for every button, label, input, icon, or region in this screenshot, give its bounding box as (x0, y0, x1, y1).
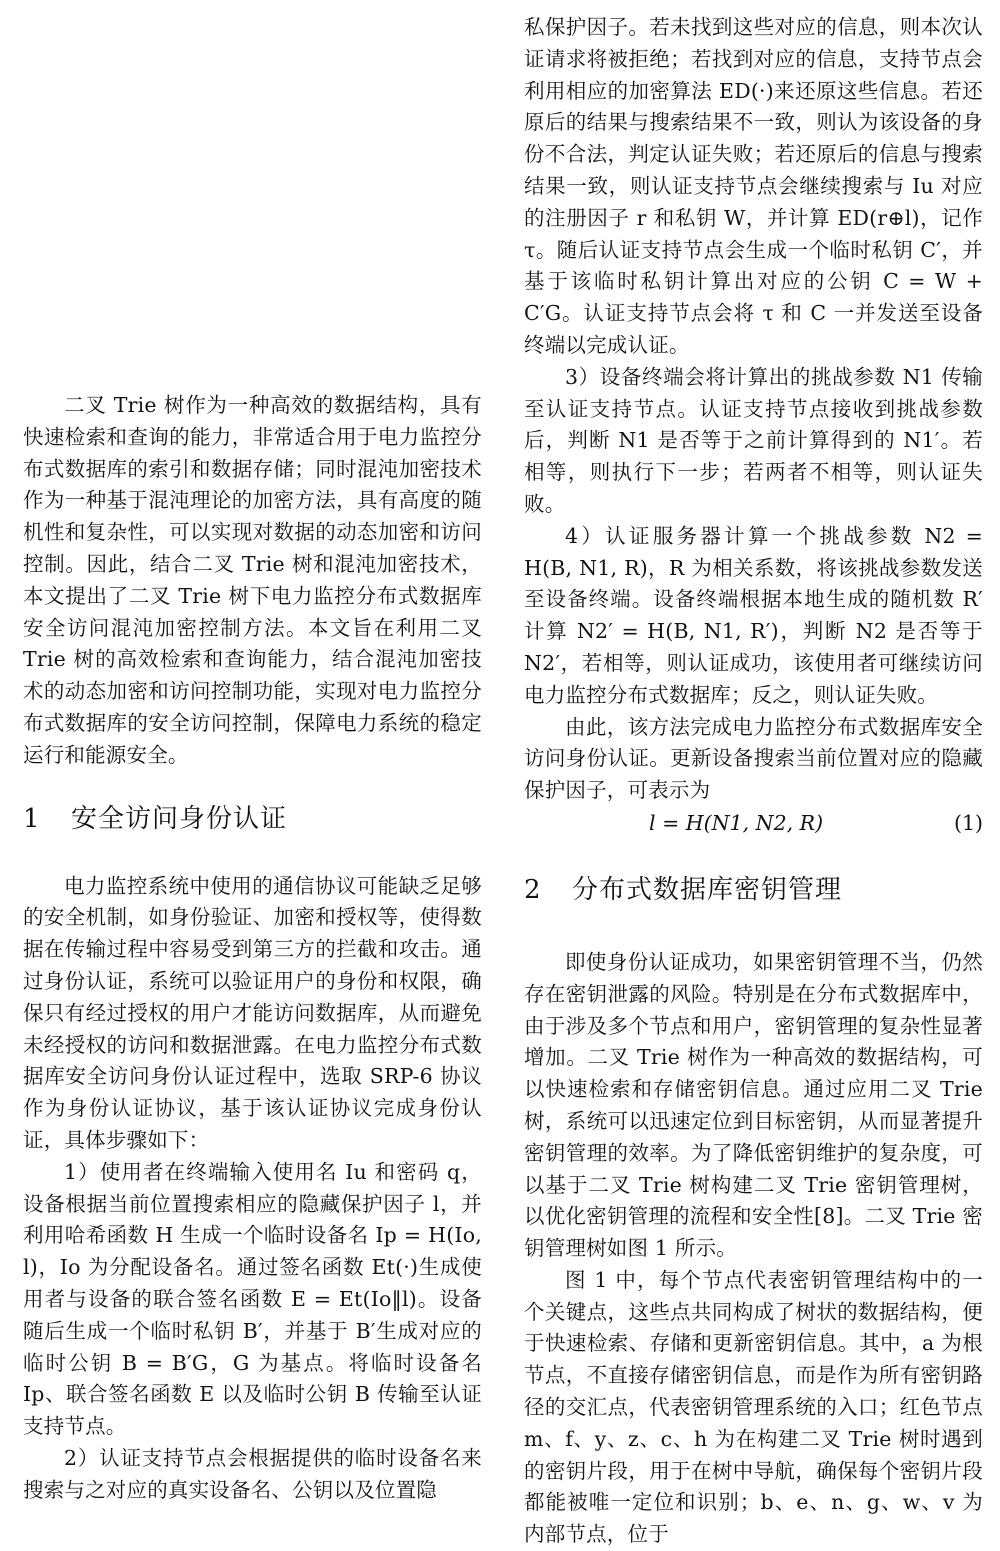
step-2-paragraph-continued: 私保护因子。若未找到这些对应的信息，则本次认证请求将被拒绝；若找到对应的信息，支持节点会利用相应的加密算法 ED(·)来还原这些信息。若还原后的结果与搜索结果不一致，则认为该设备的身份不合法，判定认证失败；若还原后的信息与搜索结果一致，则认证支持节点会继续搜索与 Iu 对应的注册因子 r 和私钥 W，并计算 ED(r⊕l)，记作 τ。随后认证支持节点会生成一个临时私钥 C′，并基于该临时私钥计算出对应的公钥 C = W + C′G。认证支持节点会将 τ 和 C 一并发送至设备终端以完成认证。 (524, 15, 983, 357)
section-1-number: 1 (23, 803, 41, 834)
equation-1-number: (1) (953, 810, 983, 835)
section-1-intro-paragraph: 电力监控系统中使用的通信协议可能缺乏足够的安全机制，如身份验证、加密和授权等，使得数据在传输过程中容易受到第三方的拦截和攻击。通过身份认证，系统可以验证用户的身份和权限，确保只有经过授权的用户才能访问数据库，从而避免未经授权的访问和数据泄露。在电力监控分布式数据库安全访问身份认证过程中，选取 SRP-6 协议作为身份认证协议，基于该认证协议完成身份认证，具体步骤如下： (23, 873, 482, 1152)
step-1-paragraph: 1）使用者在终端输入使用名 Iu 和密码 q，设备根据当前位置搜索相应的隐藏保护因子 l，并利用哈希函数 H 生成一个临时设备名 Ip = H(Io, l)，Io 为分配设备名。通过签名函数 Et(·)生成使用者与设备的联合签名函数 E = Et(Io‖l)。设备随后生成一个临时私钥 B′，并基于 B′生成对应的临时公钥 B = B′G，G 为基点。将临时设备名 Ip、联合签名函数 E 以及临时公钥 B 传输至认证支持节点。 (23, 1159, 482, 1439)
equation-1-body: l = H(N1, N2, R) (649, 810, 824, 835)
figure-1-description-paragraph: 图 1 中，每个节点代表密钥管理结构中的一个关键点，这些点共同构成了树状的数据结构，便于快速检索、存储和更新密钥信息。其中，a 为根节点，不直接存储密钥信息，而是作为所有密钥路径的交汇点，代表密钥管理系统的入口；红色节点 m、f、y、z、c、h 为在构建二叉 Trie 树时遇到的密钥片段，用于在树中导航，确保每个密钥片段都能被唯一定位和识别；b、e、n、g、w、v 为内部节点，位于 (524, 1267, 983, 1547)
intro-paragraph: 二叉 Trie 树作为一种高效的数据结构，具有快速检索和查询的能力，非常适合用于电力监控分布式数据库的索引和数据存储；同时混沌加密技术作为一种基于混沌理论的加密方法，具有高度的随机性和复杂性，可以实现对数据的动态加密和访问控制。因此，结合二叉 Trie 树和混沌加密技术，本文提出了二叉 Trie 树下电力监控分布式数据库安全访问混沌加密控制方法。本文旨在利用二叉 Trie 树的高效检索和查询能力，结合混沌加密技术的动态加密和访问控制功能，实现对电力监控分布式数据库的安全访问控制，保障电力系统的稳定运行和能源安全。 (23, 393, 482, 767)
step-3-paragraph: 3）设备终端会将计算出的挑战参数 N1 传输至认证支持节点。认证支持节点接收到挑战参数后，判断 N1 是否等于之前计算得到的 N1′。若相等，则执行下一步；若两者不相等，则认证失败。 (524, 364, 983, 516)
section-2-intro-paragraph: 即使身份认证成功，如果密钥管理不当，仍然存在密钥泄露的风险。特别是在分布式数据库中，由于涉及多个节点和用户，密钥管理的复杂性显著增加。二叉 Trie 树作为一种高效的数据结构，可以快速检索和存储密钥信息。通过应用二叉 Trie 树，系统可以迅速定位到目标密钥，从而显著提升密钥管理的效率。为了降低密钥维护的复杂度，可以基于二叉 Trie 树构建二叉 Trie 密钥管理树，以优化密钥管理的流程和安全性[8]。二叉 Trie 密钥管理树如图 1 所示。 (524, 949, 983, 1261)
equation-1 (524, 807, 983, 839)
section-1-title: 安全访问身份认证 (71, 803, 288, 834)
top-blank-area (23, 0, 482, 390)
section-2-title: 分布式数据库密钥管理 (572, 874, 843, 905)
summary-paragraph: 由此，该方法完成电力监控分布式数据库安全访问身份认证。更新设备搜索当前位置对应的隐藏保护因子，可表示为 (524, 714, 983, 803)
section-2-heading (524, 873, 983, 907)
section-1-heading (23, 802, 482, 836)
step-4-paragraph: 4）认证服务器计算一个挑战参数 N2 = H(B, N1, R)，R 为相关系数，将该挑战参数发送至设备终端。设备终端根据本地生成的随机数 R′计算 N2′ = H(B, N1, R′)，判断 N2 是否等于 N2′，若相等，则认证成功，该使用者可继续访问电力监控分布式数据库；反之，则认证失败。 (524, 523, 983, 707)
step-2-paragraph-start: 2）认证支持节点会根据提供的临时设备名来搜索与之对应的真实设备名、公钥以及位置隐 (23, 1445, 482, 1502)
section-2-number: 2 (524, 874, 542, 905)
left-column (23, 0, 482, 1507)
right-column (524, 12, 983, 1551)
